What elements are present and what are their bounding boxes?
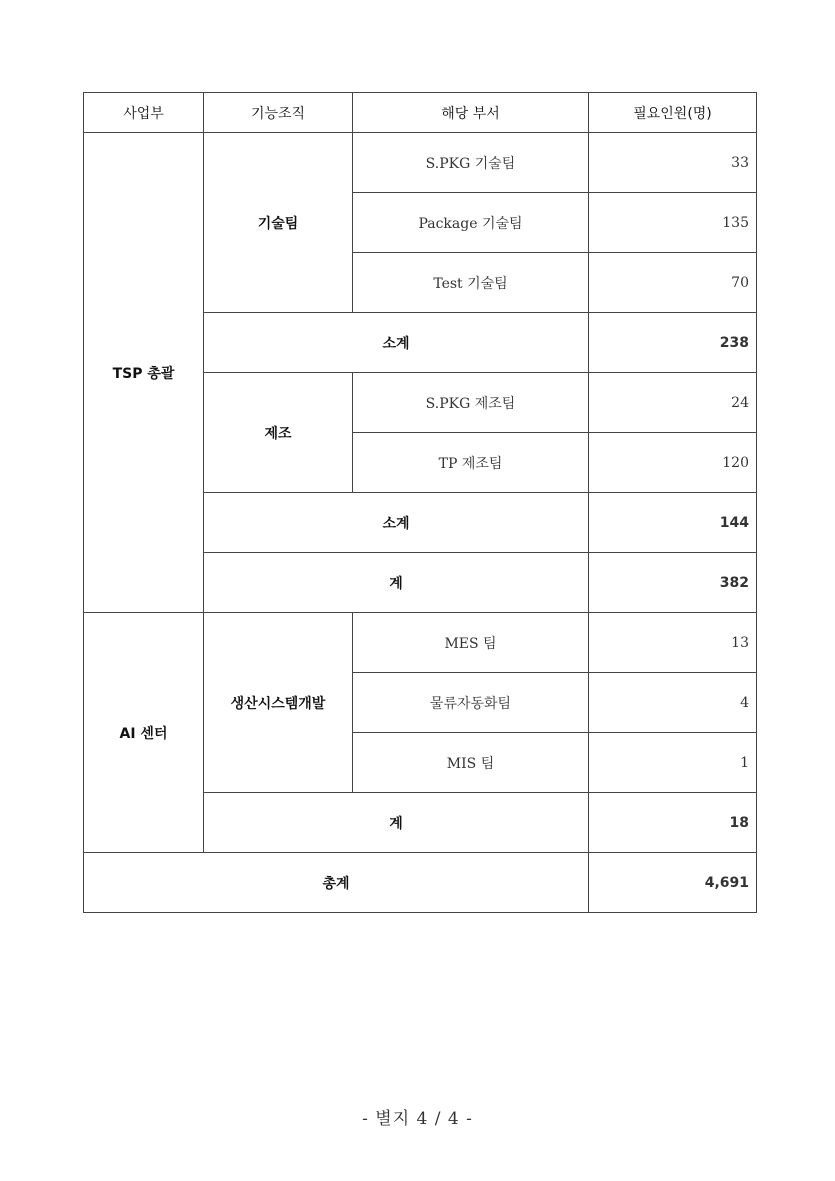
count-cell: 33 <box>589 133 757 193</box>
table-header-row <box>84 93 757 133</box>
header-department: 해당 부서 <box>353 93 589 133</box>
dept-cell: S.PKG 기술팀 <box>353 133 589 193</box>
org-production-system-dev: 생산시스템개발 <box>204 613 353 793</box>
subtotal-value: 144 <box>589 493 757 553</box>
dept-cell: S.PKG 제조팀 <box>353 373 589 433</box>
dept-cell: Test 기술팀 <box>353 253 589 313</box>
grand-total-value: 4,691 <box>589 853 757 913</box>
count-cell: 13 <box>589 613 757 673</box>
dept-cell: MIS 팀 <box>353 733 589 793</box>
division-ai: AI 센터 <box>84 613 204 853</box>
count-cell: 1 <box>589 733 757 793</box>
header-division: 사업부 <box>84 93 204 133</box>
division-tsp: TSP 총괄 <box>84 133 204 613</box>
count-cell: 120 <box>589 433 757 493</box>
grand-total-label: 총계 <box>84 853 589 913</box>
total-value: 18 <box>589 793 757 853</box>
table-row <box>84 133 757 193</box>
org-tech: 기술팀 <box>204 133 353 313</box>
subtotal-label: 소계 <box>204 493 589 553</box>
table-row <box>84 613 757 673</box>
header-function-org: 기능조직 <box>204 93 353 133</box>
count-cell: 135 <box>589 193 757 253</box>
count-cell: 70 <box>589 253 757 313</box>
dept-cell: TP 제조팀 <box>353 433 589 493</box>
dept-cell: MES 팀 <box>353 613 589 673</box>
org-manufacturing: 제조 <box>204 373 353 493</box>
total-label: 계 <box>204 793 589 853</box>
dept-cell: 물류자동화팀 <box>353 673 589 733</box>
count-cell: 24 <box>589 373 757 433</box>
grand-total-row <box>84 853 757 913</box>
dept-cell: Package 기술팀 <box>353 193 589 253</box>
count-cell: 4 <box>589 673 757 733</box>
header-required-staff: 필요인원(명) <box>589 93 757 133</box>
total-label: 계 <box>204 553 589 613</box>
subtotal-value: 238 <box>589 313 757 373</box>
subtotal-label: 소계 <box>204 313 589 373</box>
staffing-table <box>83 92 757 913</box>
total-value: 382 <box>589 553 757 613</box>
page-footer: - 별지 4 / 4 - <box>362 1109 473 1129</box>
